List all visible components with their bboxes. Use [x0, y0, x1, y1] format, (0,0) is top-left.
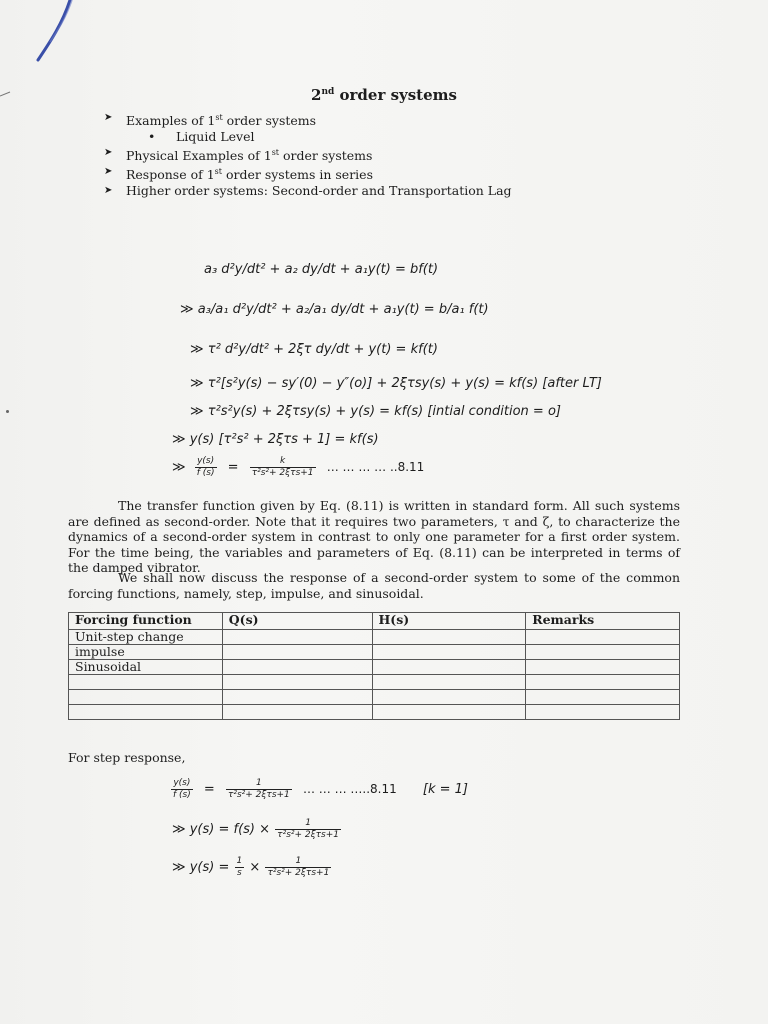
bullet-item [104, 145, 512, 164]
table-row [69, 705, 680, 720]
column-header: Q(s) [222, 613, 372, 630]
bullet-text: Liquid Level [176, 129, 255, 145]
table-header-row [69, 613, 680, 630]
bullet-text: Response of 1 [126, 167, 215, 183]
table-cell [372, 660, 526, 675]
arrow-bullet-icon: ➤ [104, 166, 113, 178]
stray-mark [6, 410, 9, 413]
bullet-text: Physical Examples of 1 [126, 148, 272, 164]
table-row [69, 690, 680, 705]
title-prefix: 2 [311, 86, 322, 104]
fraction-rhs [265, 856, 331, 879]
frac-num: 1 [265, 856, 331, 868]
step-response-label: For step response, [68, 750, 186, 765]
table-cell [526, 645, 680, 660]
frac-num: y(s) [171, 778, 193, 790]
table-cell [222, 690, 372, 705]
table-cell [222, 705, 372, 720]
dot-bullet-icon: • [148, 129, 156, 145]
equation-tag: … … … …..8.11 [302, 782, 397, 796]
column-header: H(s) [372, 613, 526, 630]
table-cell: Unit-step change [69, 630, 223, 645]
bullet-text: order systems [279, 148, 373, 164]
frac-num: 1 [275, 818, 341, 830]
table-cell [222, 630, 372, 645]
equation-5: ≫ τ²s²y(s) + 2ξτsy(s) + y(s) = kf(s) [intial condition = o] [190, 404, 561, 419]
equation-1: a₃ d²y/dt² + a₂ dy/dt + a₁y(t) = bf(t) [204, 262, 439, 277]
table-cell: Sinusoidal [69, 660, 223, 675]
table-cell [526, 690, 680, 705]
table-cell [526, 675, 680, 690]
frac-den: τ²s²+ 2ξτs+1 [267, 868, 330, 878]
frac-num: 1 [226, 778, 292, 790]
table-cell [372, 675, 526, 690]
fraction-one-over-s [235, 856, 245, 879]
frac-den: f (s) [173, 790, 191, 800]
frac-num: 1 [236, 856, 243, 866]
paragraph-forcing-functions: We shall now discuss the response of a second-order system to some of the common forcing functions, namely, step, impulse, and sinusoidal. [68, 570, 680, 601]
table-row [69, 675, 680, 690]
table-cell: impulse [69, 645, 223, 660]
table-row [69, 645, 680, 660]
times-sign: × [249, 860, 261, 875]
table-cell [526, 630, 680, 645]
frac-num: k [250, 456, 316, 468]
table-cell [69, 675, 223, 690]
topic-list [104, 110, 512, 199]
bullet-text: order systems [222, 113, 317, 129]
fraction-rhs [275, 818, 341, 841]
fraction-lhs [171, 778, 193, 801]
table-cell [526, 705, 680, 720]
frac-den: τ²s²+ 2ξτs+1 [251, 468, 314, 478]
paragraph-transfer-function: The transfer function given by Eq. (8.11) is written in standard form. All such systems are defined as second-order. Note that it requires two parameters, τ and ζ, to characterize the dynamics of a second-order system in contrast to only one parameter for a first order system. For the time being, the variables and parameters of Eq. (8.11) can be interpreted in terms of the damped vibrator. [68, 498, 680, 575]
arrow-bullet-icon: ➤ [104, 185, 113, 197]
equals-sign: = [227, 460, 239, 475]
step-equation-3 [172, 856, 332, 879]
table-cell [372, 705, 526, 720]
equals-sign: = [203, 782, 215, 797]
table-cell [222, 660, 372, 675]
equation-3: ≫ τ² d²y/dt² + 2ξτ dy/dt + y(t) = kf(t) [190, 342, 438, 357]
equation-2: ≫ a₃/a₁ d²y/dt² + a₂/a₁ dy/dt + a₁y(t) = b/a₁ f(t) [180, 302, 489, 317]
column-header: Remarks [526, 613, 680, 630]
table-cell [69, 690, 223, 705]
table-cell [222, 645, 372, 660]
equation-lhs: ≫ y(s) = f(s) × [172, 822, 271, 837]
table-cell [526, 660, 680, 675]
title-text: order systems [339, 86, 457, 104]
page-title [0, 86, 768, 104]
bullet-text: order systems in series [222, 167, 373, 183]
table-cell [69, 705, 223, 720]
bullet-sup: st [271, 148, 280, 158]
step-equation-2 [172, 818, 342, 841]
table-cell [372, 645, 526, 660]
table-cell [222, 675, 372, 690]
bullet-item [104, 164, 512, 183]
equation-7 [172, 456, 424, 479]
equation-tag: … … … … ..8.11 [326, 460, 425, 474]
implies-symbol: ≫ [172, 460, 186, 475]
frac-den: s [237, 868, 242, 878]
bullet-text: Examples of 1 [126, 113, 216, 129]
table-row [69, 630, 680, 645]
equation-6: ≫ y(s) [τ²s² + 2ξτs + 1] = kf(s) [172, 432, 379, 447]
bullet-sup: st [215, 113, 223, 122]
k-condition: [k = 1] [422, 782, 468, 797]
fraction-lhs [195, 456, 217, 479]
table-cell [372, 690, 526, 705]
title-sup: nd [321, 87, 335, 97]
frac-den: f (s) [196, 468, 215, 478]
table-cell [372, 630, 526, 645]
bullet-sup: st [214, 167, 222, 177]
table-row [69, 660, 680, 675]
forcing-function-table [68, 612, 680, 720]
frac-den: τ²s²+ 2ξτs+1 [277, 830, 340, 840]
bullet-text: Higher order systems: Second-order and Transportation Lag [126, 183, 512, 199]
equation-4: ≫ τ²[s²y(s) − sy′(0) − y″(o)] + 2ξτsy(s) + y(s) = kf(s) [after LT] [190, 376, 602, 391]
column-header: Forcing function [69, 613, 223, 630]
fraction-rhs [250, 456, 316, 479]
fraction-rhs [226, 778, 292, 801]
sub-bullet-item [104, 129, 512, 145]
step-equation-1 [170, 778, 468, 801]
bullet-item [104, 110, 512, 129]
frac-den: τ²s²+ 2ξτs+1 [227, 790, 290, 800]
arrow-bullet-icon: ➤ [104, 147, 113, 159]
arrow-bullet-icon: ➤ [104, 112, 113, 123]
frac-num: y(s) [195, 456, 217, 468]
equation-lhs: ≫ y(s) = [172, 860, 230, 875]
bullet-item [104, 183, 512, 199]
